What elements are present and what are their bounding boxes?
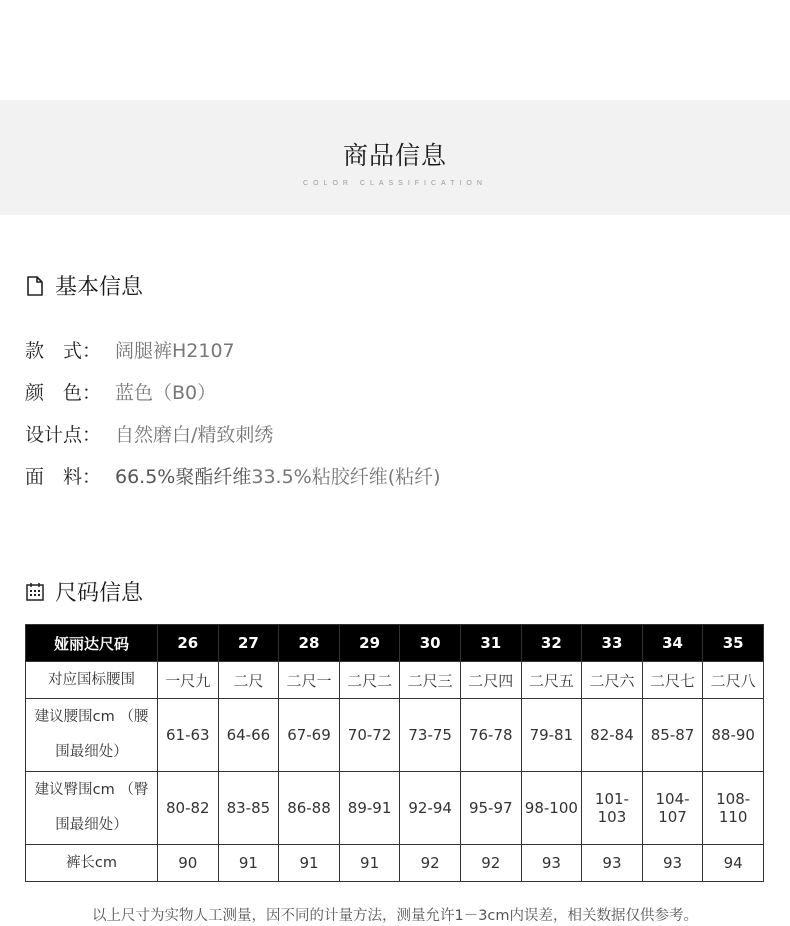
row-label: 建议臀围cm （臀 围最细处） — [26, 772, 158, 845]
table-cell: 64-66 — [218, 699, 279, 772]
table-cell: 73-75 — [400, 699, 461, 772]
info-row-fabric — [25, 461, 441, 489]
row-label: 裤长cm — [26, 845, 158, 882]
table-cell: 91 — [339, 845, 400, 882]
table-row — [26, 662, 764, 699]
info-key: 颜 色： — [25, 381, 102, 404]
table-cell: 93 — [521, 845, 582, 882]
table-cell: 104-107 — [642, 772, 703, 845]
table-cell: 92-94 — [400, 772, 461, 845]
banner — [0, 100, 790, 215]
basic-info-heading — [25, 270, 143, 301]
header-cell: 娅丽达尺码 — [26, 625, 158, 662]
document-icon — [25, 275, 45, 297]
table-cell: 二尺五 — [521, 662, 582, 699]
table-cell: 67-69 — [279, 699, 340, 772]
table-cell: 二尺六 — [582, 662, 643, 699]
table-cell: 二尺二 — [339, 662, 400, 699]
size-header-row — [26, 625, 764, 662]
info-key: 款 式： — [25, 339, 102, 362]
table-cell: 89-91 — [339, 772, 400, 845]
table-cell: 82-84 — [582, 699, 643, 772]
table-row — [26, 772, 764, 845]
header-cell: 30 — [400, 625, 461, 662]
info-value-strong: 66.5%聚酯纤维 — [115, 465, 252, 488]
info-value: 自然磨白/精致刺绣 — [115, 423, 274, 446]
table-cell: 88-90 — [703, 699, 764, 772]
basic-info-label: 基本信息 — [55, 275, 144, 300]
banner-title: 商品信息 — [342, 141, 447, 170]
table-cell: 83-85 — [218, 772, 279, 845]
info-value-rest: 33.5%粘胶纤维(粘纤) — [251, 465, 441, 488]
header-cell: 29 — [339, 625, 400, 662]
footnote: 以上尺寸为实物人工测量，因不同的计量方法，测量允许1－3cm内误差，相关数据仅供参考。 — [91, 908, 699, 924]
info-row-color — [25, 377, 216, 405]
table-cell: 91 — [279, 845, 340, 882]
table-row — [26, 699, 764, 772]
table-cell: 二尺四 — [460, 662, 521, 699]
banner-subtitle: COLOR CLASSIFICATION — [303, 180, 487, 187]
table-cell: 79-81 — [521, 699, 582, 772]
table-cell: 二尺 — [218, 662, 279, 699]
size-info-heading — [25, 576, 143, 607]
table-row — [26, 845, 764, 882]
info-key: 设计点： — [25, 423, 102, 446]
header-cell: 26 — [158, 625, 219, 662]
table-cell: 94 — [703, 845, 764, 882]
table-cell: 108-110 — [703, 772, 764, 845]
header-cell: 27 — [218, 625, 279, 662]
table-cell: 二尺七 — [642, 662, 703, 699]
table-cell: 76-78 — [460, 699, 521, 772]
table-cell: 85-87 — [642, 699, 703, 772]
size-table — [25, 624, 764, 882]
info-key: 面 料： — [25, 465, 102, 488]
table-cell: 93 — [582, 845, 643, 882]
table-cell: 86-88 — [279, 772, 340, 845]
table-cell: 一尺九 — [158, 662, 219, 699]
header-cell: 35 — [703, 625, 764, 662]
header-cell: 32 — [521, 625, 582, 662]
table-cell: 92 — [460, 845, 521, 882]
table-cell: 93 — [642, 845, 703, 882]
header-cell: 34 — [642, 625, 703, 662]
header-cell: 31 — [460, 625, 521, 662]
size-info-label: 尺码信息 — [55, 581, 144, 606]
info-value: 蓝色（B0） — [115, 381, 217, 404]
row-label: 对应国标腰围 — [26, 662, 158, 699]
table-cell: 80-82 — [158, 772, 219, 845]
table-cell: 92 — [400, 845, 461, 882]
info-row-design — [25, 419, 273, 447]
table-cell: 70-72 — [339, 699, 400, 772]
header-cell: 33 — [582, 625, 643, 662]
info-row-style — [25, 335, 235, 363]
table-cell: 95-97 — [460, 772, 521, 845]
calendar-icon — [25, 581, 45, 603]
table-cell: 90 — [158, 845, 219, 882]
info-value: 阔腿裤H2107 — [115, 339, 235, 362]
table-cell: 二尺一 — [279, 662, 340, 699]
header-cell: 28 — [279, 625, 340, 662]
info-value — [115, 462, 441, 489]
table-cell: 二尺八 — [703, 662, 764, 699]
table-cell: 91 — [218, 845, 279, 882]
table-cell: 101-103 — [582, 772, 643, 845]
table-cell: 98-100 — [521, 772, 582, 845]
table-cell: 61-63 — [158, 699, 219, 772]
table-cell: 二尺三 — [400, 662, 461, 699]
row-label: 建议腰围cm （腰 围最细处） — [26, 699, 158, 772]
